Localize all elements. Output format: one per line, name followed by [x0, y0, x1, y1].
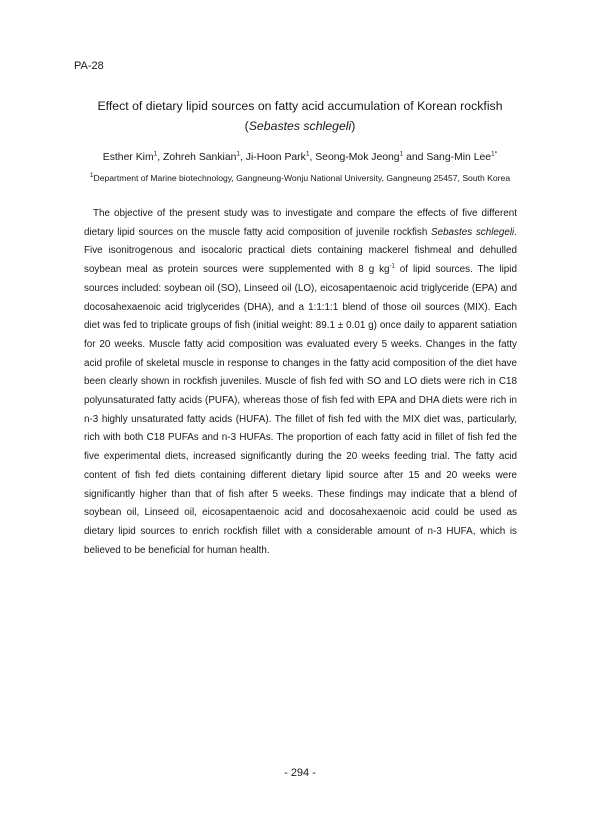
- title-open-paren: (: [244, 119, 249, 133]
- author-affiliation-mark: 1: [399, 150, 404, 158]
- abstract-unit-exponent: -1: [389, 263, 395, 270]
- title-species: Sebastes schlegeli: [248, 119, 352, 133]
- author-name: Zohreh Sankian: [163, 152, 237, 163]
- author-affiliation-mark: 1: [305, 150, 310, 158]
- author-separator: ,: [240, 152, 246, 163]
- title-line-2: [60, 116, 540, 136]
- author-name: Seong-Mok Jeong: [315, 152, 400, 163]
- title-line-1: Effect of dietary lipid sources on fatty acid accumulation of Korean rockfish: [97, 99, 503, 113]
- author-list: [60, 151, 540, 165]
- abstract-text-3: of lipid sources. The lipid sources included: soybean oil (SO), Linseed oil (LO), eicosapentaenoic acid triglyceride (EPA) and docosahexaenoic acid triglycerides (DHA), and a 1:1:1:1 blend of those oil sources (MIX). Each diet was fed to triplicate groups of fish (initial weight: 89.1 ± 0.01 g) once daily to apparent satiation for 20 weeks. Muscle fatty acid composition was evaluated every 5 weeks. Changes in the fatty acid profile of skeletal muscle in response to changes in the fatty acid composition of the diet have been clearly shown in rockfish juveniles. Muscle of fish fed with SO and LO diets were rich in C18 polyunsaturated fatty acids (PUFA), whereas those of fish fed with EPA and DHA diets were rich in n-3 highly unsaturated fatty acids (HUFA). The fillet of fish fed with the MIX diet was, particularly, rich with both C18 PUFAs and n-3 HUFAs. The proportion of each fatty acid in fillet of fish fed the five experimental diets, increased significantly during the 20 weeks feeding trial. The fatty acid content of fish fed diets containing different dietary lipid source after 15 and 20 weeks were significantly higher than that of fish after 5 weeks. These findings may indicate that a blend of soybean oil, Linseed oil, eicosapentaenoic acid and docosahexaenoic acid could be used as dietary lipid sources to enrich rockfish fillet with a considerable amount of n-3 HUFA, which is believed to be beneficial for human health.: [84, 264, 517, 556]
- author-separator: ,: [309, 152, 316, 163]
- author-name: Sang-Min Lee: [426, 152, 492, 163]
- author-affiliation-mark: 1: [153, 150, 158, 158]
- title-close-paren: ): [351, 119, 356, 133]
- author-name: Ji-Hoon Park: [245, 152, 306, 163]
- affiliation-mark: 1: [89, 172, 94, 180]
- page-number: - 294 -: [284, 767, 316, 779]
- author-name: Esther Kim: [102, 152, 154, 163]
- abstract-body: [84, 205, 517, 560]
- author-affiliation-mark: 1*: [491, 150, 498, 158]
- author-separator: and: [403, 152, 427, 163]
- author-separator: ,: [157, 152, 164, 163]
- affiliation-text: Department of Marine biotechnology, Gangneung-Wonju National University, Gangneung 25457, South Korea: [93, 173, 511, 183]
- abstract-text-2: . Five isonitrogenous and isocaloric practical diets containing mackerel fishmeal and dehulled soybean meal as protein sources were supplemented with 8 g kg: [84, 226, 517, 276]
- abstract-text-1: The objective of the present study was to investigate and compare the effects of five different dietary lipid sources on the muscle fatty acid composition of juvenile rockfish: [84, 208, 517, 238]
- session-code: PA-28: [74, 60, 104, 72]
- paper-title: [60, 96, 540, 136]
- author-affiliation-mark: 1: [236, 150, 240, 158]
- affiliation: [40, 172, 560, 184]
- abstract-species: Sebastes schlegeli: [430, 226, 515, 238]
